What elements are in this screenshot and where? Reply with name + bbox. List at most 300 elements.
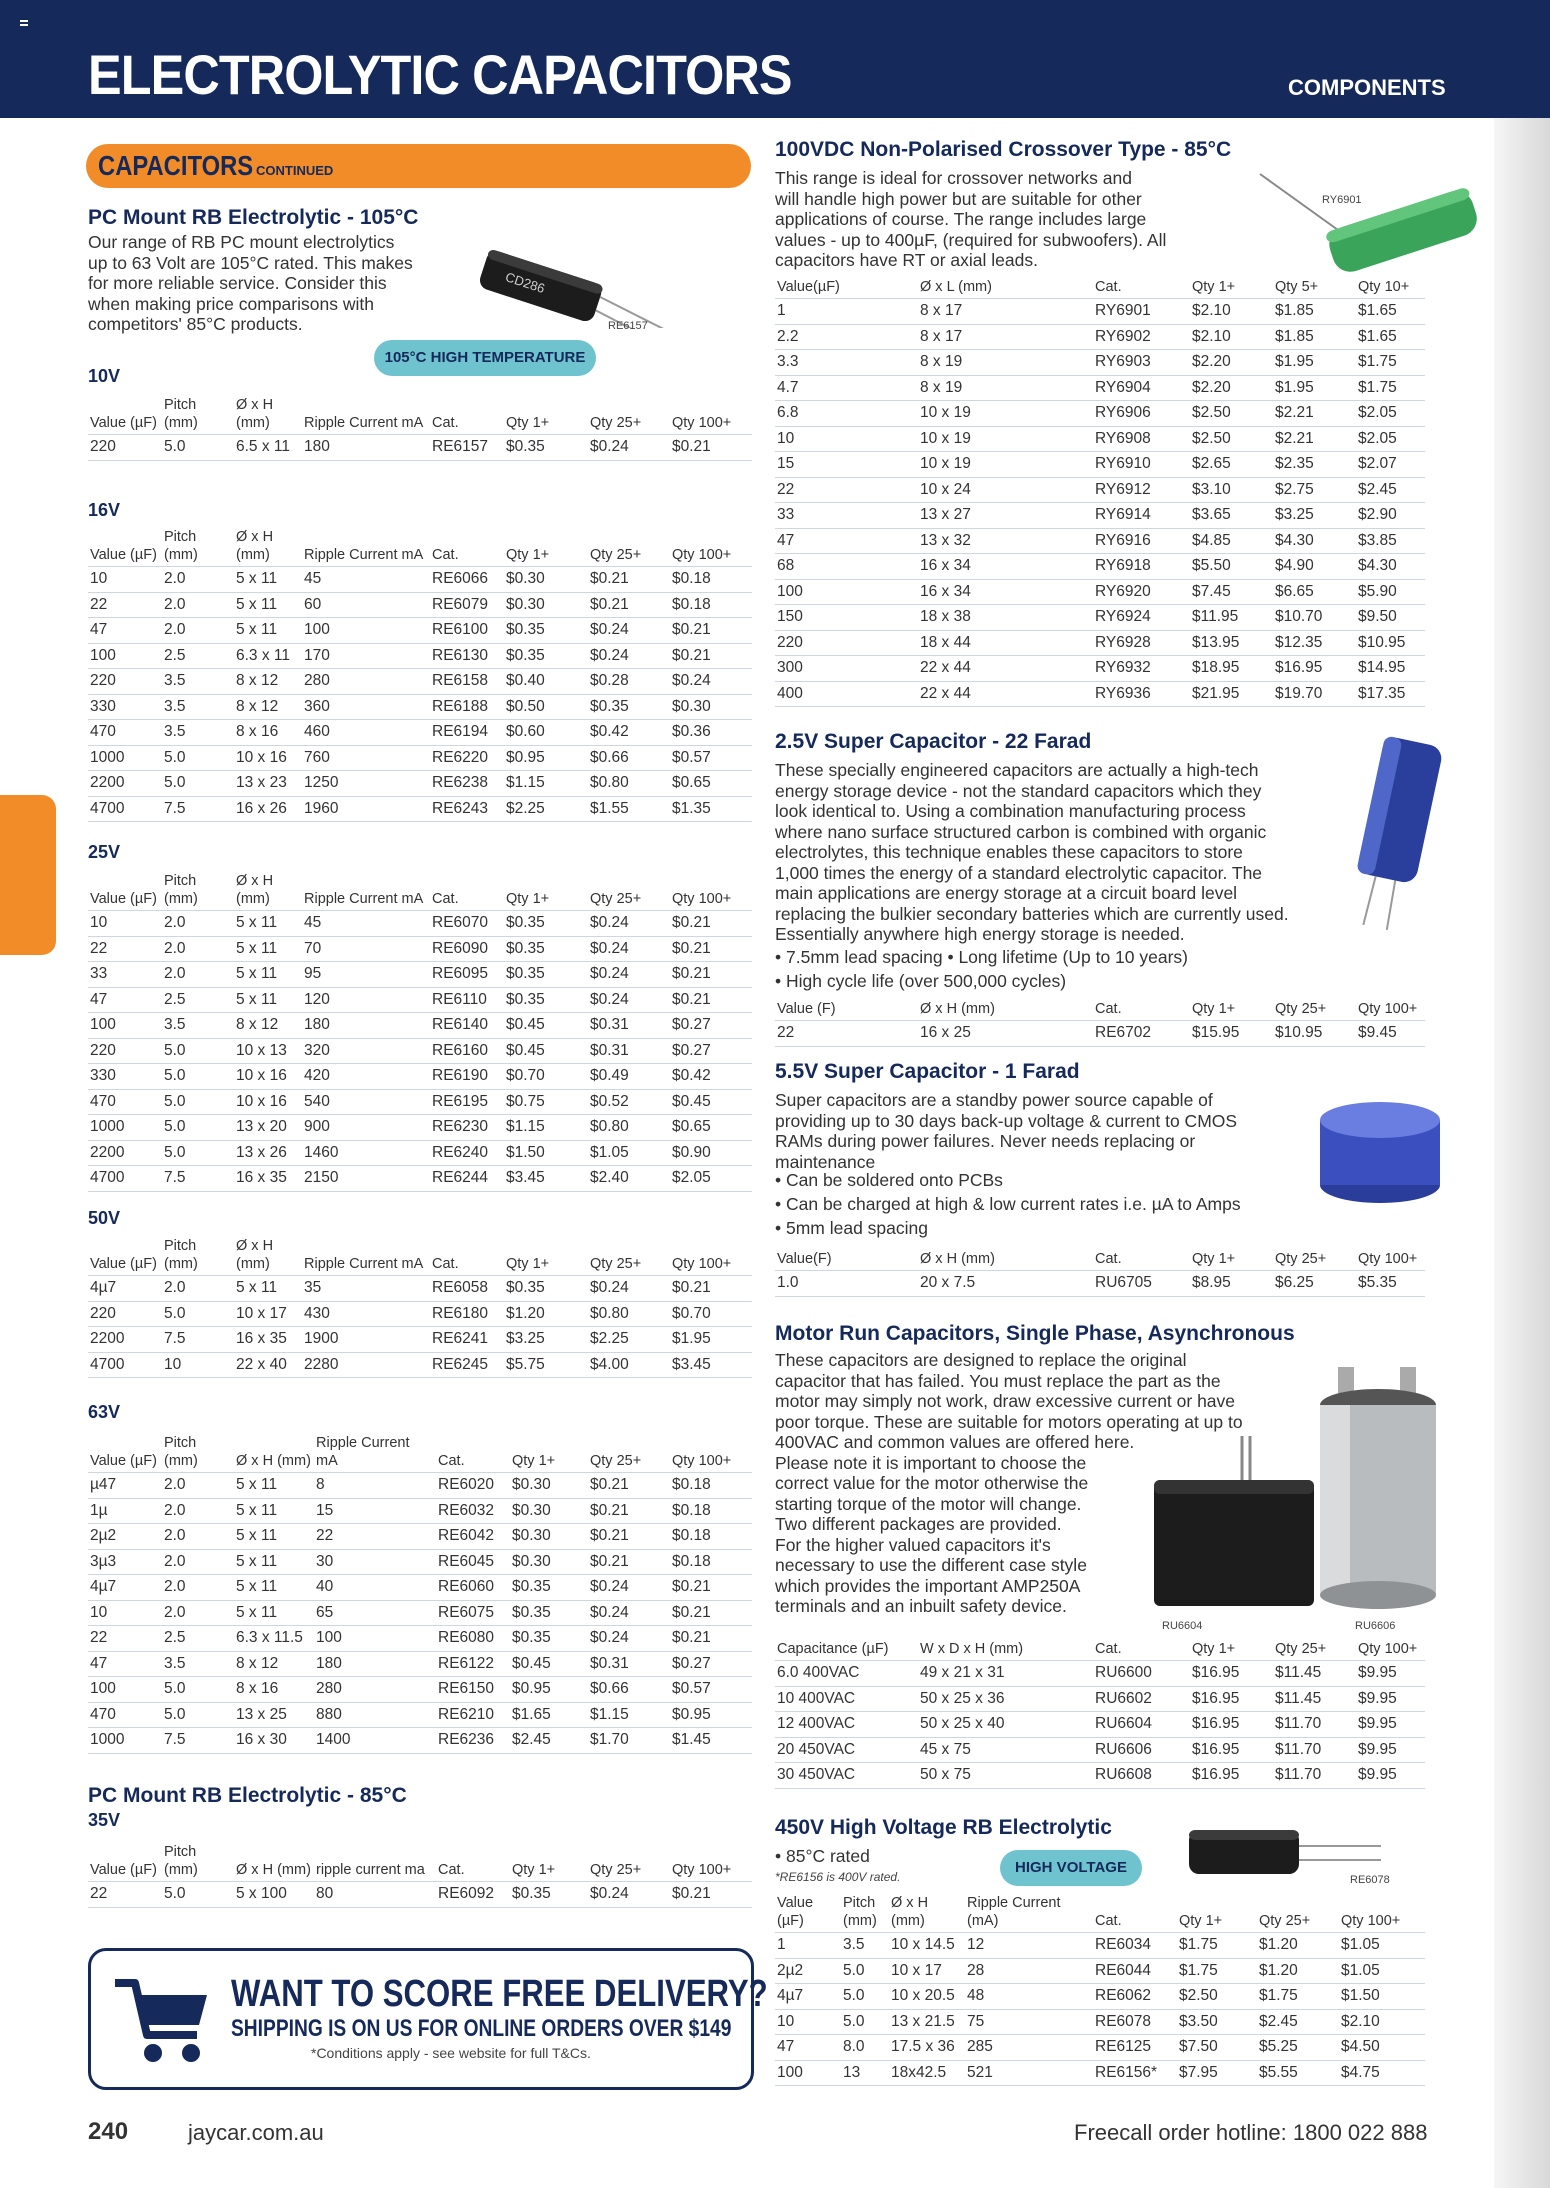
column-header: Cat. [430,872,504,911]
super22-table [775,1000,1425,1047]
table-cell: $0.75 [504,1089,588,1115]
table-cell: 2.0 [162,1473,234,1499]
table-row [88,796,752,822]
column-header: Cat. [436,1434,510,1473]
table-cell: 6.0 400VAC [775,1661,918,1687]
table-cell: 2.2 [775,324,918,350]
column-header: Qty 1+ [1190,1250,1273,1271]
column-header: Capacitance (µF) [775,1640,918,1661]
table-cell: $9.95 [1356,1712,1425,1738]
table-cell: 20 450VAC [775,1737,918,1763]
table-cell: 220 [88,669,162,695]
table-cell: 22 x 44 [918,681,1093,707]
table-cell: $0.65 [670,771,752,797]
table-cell: 5.0 [162,771,234,797]
table-cell: $0.18 [670,567,752,593]
table-cell: 12 [965,1933,1093,1959]
table-cell: 180 [302,435,430,461]
table-cell: $0.30 [510,1473,588,1499]
table-cell: 10 x 24 [918,477,1093,503]
column-header: Value (µF) [88,396,162,435]
table-cell: $6.25 [1273,1271,1356,1297]
table-cell: $1.75 [1177,1958,1257,1984]
table-cell: $3.10 [1190,477,1273,503]
table-cell: RE6156* [1093,2060,1177,2086]
menu-icon[interactable] [20,20,28,26]
table-cell: 5 x 11 [234,1600,314,1626]
table-cell: $6.65 [1273,579,1356,605]
table-cell: $1.15 [588,1702,670,1728]
table-cell: 5 x 11 [234,911,302,937]
table-row [88,618,752,644]
table-cell: $0.50 [504,694,588,720]
table-row [775,426,1425,452]
table-cell: 170 [302,643,430,669]
table-cell: 16 x 26 [234,796,302,822]
table-cell: $0.35 [504,618,588,644]
table-cell: $0.24 [588,1626,670,1652]
table-cell: $1.65 [510,1702,588,1728]
table-row [88,911,752,937]
table-cell: 5.0 [841,1984,889,2010]
table-cell: 2150 [302,1166,430,1192]
table-cell: $1.75 [1257,1984,1339,2010]
column-header: Ripple Current mA [302,528,430,567]
table-cell: 100 [314,1626,436,1652]
table-cell: $0.21 [670,1626,752,1652]
table-cell: $0.60 [504,720,588,746]
table-cell: $8.95 [1190,1271,1273,1297]
table-cell: 7.5 [162,1728,234,1754]
table-cell: 10 x 16 [234,1089,302,1115]
table-cell: 280 [314,1677,436,1703]
table-cell: $0.24 [588,1600,670,1626]
super1-title: 5.5V Super Capacitor - 1 Farad [775,1060,1080,1083]
table-cell: 49 x 21 x 31 [918,1661,1093,1687]
table-cell: $1.75 [1356,350,1425,376]
table-row [88,1140,752,1166]
table-cell: 2µ2 [88,1524,162,1550]
table-cell: 10 [88,567,162,593]
column-header: Ø x L (mm) [918,278,1093,299]
table-63v [88,1434,752,1754]
category-title: CAPACITORS [98,150,254,181]
table-cell: 68 [775,554,918,580]
table-cell: $1.45 [670,1728,752,1754]
column-header: Qty 100+ [1356,1250,1425,1271]
table-cell: 10 400VAC [775,1686,918,1712]
table-row [88,643,752,669]
table-cell: $0.21 [588,567,670,593]
table-cell: $9.95 [1356,1686,1425,1712]
crossover-capacitor-image [1258,170,1490,280]
table-cell: $2.25 [504,796,588,822]
table-cell: $14.95 [1356,656,1425,682]
table-cell: $2.45 [510,1728,588,1754]
table-cell: 5.0 [162,435,234,461]
table-cell: 1900 [302,1327,430,1353]
table-cell: 10 x 17 [889,1958,965,1984]
pcb105-description: Our range of RB PC mount electrolytics up to 63 Volt are 105°C rated. This makes for more reliable service. Consider this when making price comparisons with competitors' 85°C products. [88,232,413,334]
table-cell: $0.27 [670,1651,752,1677]
table-cell: $2.10 [1190,299,1273,325]
table-cell: RE6079 [430,592,504,618]
column-header: Qty 25+ [1273,1640,1356,1661]
table-cell: $2.50 [1190,401,1273,427]
table-cell: 10 x 14.5 [889,1933,965,1959]
table-cell: $1.95 [670,1327,752,1353]
table-cell: $0.57 [670,745,752,771]
table-cell: RY6906 [1093,401,1190,427]
table-cell: $4.90 [1273,554,1356,580]
table-row [88,1473,752,1499]
table-cell: 3.3 [775,350,918,376]
table-row [88,1327,752,1353]
table-row [775,1737,1425,1763]
column-header: Pitch (mm) [162,396,234,435]
table-cell: RY6924 [1093,605,1190,631]
table-cell: $3.85 [1356,528,1425,554]
table-row [775,1686,1425,1712]
table-cell: $0.35 [510,1626,588,1652]
column-header: Value (µF) [775,1894,841,1933]
table-cell: $0.90 [670,1140,752,1166]
column-header: Qty 25+ [1257,1894,1339,1933]
table-cell: $2.21 [1273,426,1356,452]
table-cell: $9.45 [1356,1021,1425,1047]
table-cell: 5 x 11 [234,987,302,1013]
table-cell: 22 x 44 [918,656,1093,682]
column-header: Ripple Current (mA) [965,1894,1093,1933]
table-cell: 15 [775,452,918,478]
column-header: Cat. [430,396,504,435]
table-cell: RE6095 [430,962,504,988]
table-cell: $0.24 [588,643,670,669]
table-row [775,1763,1425,1789]
column-header: Pitch (mm) [162,1237,234,1276]
table-cell: $0.24 [588,618,670,644]
table-cell: $2.45 [1356,477,1425,503]
table-row [775,2009,1425,2035]
table-cell: 330 [88,1064,162,1090]
table-cell: $0.24 [588,987,670,1013]
table-cell: RE6125 [1093,2035,1177,2061]
column-header: Ø x H (mm) [234,396,302,435]
high-voltage-badge: HIGH VOLTAGE [1000,1850,1142,1886]
table-cell: $2.25 [588,1327,670,1353]
super1-table [775,1250,1425,1297]
table-cell: 3.5 [841,1933,889,1959]
table-row [88,936,752,962]
table-row [88,1038,752,1064]
column-header: Qty 25+ [588,1843,670,1882]
section-side-tab[interactable] [0,795,56,955]
table-cell: 2200 [88,1140,162,1166]
table-row [775,579,1425,605]
table-cell: RY6936 [1093,681,1190,707]
table-cell: 8 [314,1473,436,1499]
table-cell: 45 [302,911,430,937]
table-row [775,681,1425,707]
table-cell: RE6236 [436,1728,510,1754]
table-cell: $2.50 [1177,1984,1257,2010]
table-row [88,1549,752,1575]
rb-capacitor-print: CD286 [503,269,547,297]
table-cell: 10 [775,2009,841,2035]
table-row [88,1626,752,1652]
table-cell: 1 [775,299,918,325]
column-header: Qty 1+ [504,1237,588,1276]
column-header: Value(F) [775,1250,918,1271]
table-row [88,1115,752,1141]
column-header: Ø x H (mm) [889,1894,965,1933]
pcb85-title: PC Mount RB Electrolytic - 85°C [88,1784,407,1807]
table-cell: RU6604 [1093,1712,1190,1738]
table-cell: $0.31 [588,1013,670,1039]
table-cell: 3.5 [162,669,234,695]
table-cell: $0.27 [670,1013,752,1039]
table-cell: 6.3 x 11.5 [234,1626,314,1652]
table-cell: 30 [314,1549,436,1575]
table-row [88,1064,752,1090]
table-cell: 22 [775,477,918,503]
motor-capacitor-box-image [1150,1436,1320,1616]
table-cell: 4700 [88,796,162,822]
table-cell: $1.70 [588,1728,670,1754]
table-cell: $0.95 [504,745,588,771]
table-cell: 5 x 11 [234,1498,314,1524]
table-cell: 16 x 34 [918,554,1093,580]
table-cell: $0.21 [670,1276,752,1302]
table-cell: 540 [302,1089,430,1115]
table-cell: 5.0 [162,1677,234,1703]
column-header: Qty 25+ [1273,1000,1356,1021]
table-cell: $9.50 [1356,605,1425,631]
table-cell: 18 x 38 [918,605,1093,631]
table-cell: $0.21 [588,1549,670,1575]
table-cell: RE6032 [436,1498,510,1524]
table-cell: µ47 [88,1473,162,1499]
table-cell: $0.35 [504,987,588,1013]
table-cell: 48 [965,1984,1093,2010]
table-cell: 1 [775,1933,841,1959]
table-cell: 16 x 25 [918,1021,1093,1047]
header-banner [0,0,1550,118]
table-cell: RE6220 [430,745,504,771]
column-header: Cat. [1093,1250,1190,1271]
table-cell: 8 x 17 [918,324,1093,350]
table-cell: $3.25 [504,1327,588,1353]
table-row [775,375,1425,401]
site-link[interactable]: jaycar.com.au [188,2120,324,2145]
table-cell: RE6160 [430,1038,504,1064]
crossover-table [775,278,1425,707]
column-header: Qty 5+ [1273,278,1356,299]
table-cell: 22 [88,1626,162,1652]
table-10v [88,396,752,461]
table-cell: $0.24 [588,1276,670,1302]
table-cell: 10 x 16 [234,1064,302,1090]
crossover-title: 100VDC Non-Polarised Crossover Type - 85°C [775,138,1232,161]
table-cell: 2.5 [162,987,234,1013]
table-cell: $0.21 [588,592,670,618]
table-cell: $16.95 [1190,1686,1273,1712]
column-header: Pitch (mm) [162,872,234,911]
table-cell: 12 400VAC [775,1712,918,1738]
table-cell: 13 x 32 [918,528,1093,554]
table-cell: 13 x 25 [234,1702,314,1728]
table-cell: RE6190 [430,1064,504,1090]
hv-image-label: RE6078 [1350,1874,1390,1886]
table-cell: 1250 [302,771,430,797]
table-cell: 18x42.5 [889,2060,965,2086]
table-cell: RY6908 [1093,426,1190,452]
table-cell: 16 x 35 [234,1166,302,1192]
free-delivery-promo[interactable] [88,1948,768,2090]
table-cell: 75 [965,2009,1093,2035]
promo-subline: SHIPPING IS ON US FOR ONLINE ORDERS OVER $149 [231,2015,732,2042]
table-cell: $0.45 [504,1038,588,1064]
column-header: Ø x H (mm) [234,872,302,911]
high-temperature-badge: 105°C HIGH TEMPERATURE [374,340,596,376]
column-header: Qty 1+ [510,1843,588,1882]
column-header: Qty 1+ [504,872,588,911]
table-cell: RE6092 [436,1882,510,1908]
table-cell: 5.0 [162,1702,234,1728]
table-cell: 8 x 16 [234,720,302,746]
table-cell: $0.21 [588,1473,670,1499]
table-cell: $0.21 [670,1882,752,1908]
table-cell: $0.35 [504,962,588,988]
column-header: Qty 1+ [510,1434,588,1473]
table-cell: $0.45 [670,1089,752,1115]
column-header: Cat. [1093,1894,1177,1933]
table-cell: RY6902 [1093,324,1190,350]
table-row [88,1352,752,1378]
column-header: Qty 100+ [670,396,752,435]
table-cell: $2.05 [1356,426,1425,452]
table-cell: 3µ3 [88,1549,162,1575]
column-header: Qty 25+ [588,528,670,567]
table-cell: RE6238 [430,771,504,797]
table-cell: 880 [314,1702,436,1728]
table-cell: $2.20 [1190,375,1273,401]
table-cell: 33 [88,962,162,988]
table-cell: 10 [162,1352,234,1378]
table-cell: 100 [88,1677,162,1703]
table-cell: $15.95 [1190,1021,1273,1047]
table-cell: $0.45 [504,1013,588,1039]
table-cell: 50 x 25 x 36 [918,1686,1093,1712]
table-cell: 330 [88,694,162,720]
table-cell: $1.65 [1356,299,1425,325]
section-label: COMPONENTS [1288,75,1446,100]
column-header: Ø x H (mm) [918,1250,1093,1271]
table-cell: 6.8 [775,401,918,427]
table-cell: $1.15 [504,771,588,797]
table-cell: $0.18 [670,592,752,618]
table-cell: 2.0 [162,936,234,962]
table-cell: $11.70 [1273,1763,1356,1789]
table-cell: 100 [775,579,918,605]
table-cell: $13.95 [1190,630,1273,656]
table-cell: RE6243 [430,796,504,822]
table-cell: $0.30 [504,592,588,618]
table-cell: 22 [314,1524,436,1550]
category-bar [86,144,751,188]
table-cell: 220 [88,1038,162,1064]
table-row [775,452,1425,478]
table-cell: RU6608 [1093,1763,1190,1789]
table-cell: 760 [302,745,430,771]
table-row [775,401,1425,427]
table-cell: 47 [775,528,918,554]
table-cell: $9.95 [1356,1737,1425,1763]
table-cell: $16.95 [1190,1737,1273,1763]
table-cell: $0.35 [510,1600,588,1626]
table-row [775,554,1425,580]
column-header: Qty 1+ [504,396,588,435]
table-cell: 5 x 11 [234,1549,314,1575]
table-row [88,1728,752,1754]
table-cell: $0.30 [510,1498,588,1524]
table-cell: 5 x 11 [234,618,302,644]
table-cell: 47 [775,2035,841,2061]
column-header: Qty 25+ [588,396,670,435]
table-cell: $0.80 [588,1301,670,1327]
table-cell: $5.50 [1190,554,1273,580]
table-cell: $1.65 [1356,324,1425,350]
super22-bullets: • 7.5mm lead spacing • Long lifetime (Up to 10 years) • High cycle life (over 500,000 cycles) [775,947,1189,991]
column-header: Ø x H (mm) [918,1000,1093,1021]
table-cell: 50 x 75 [918,1763,1093,1789]
table-cell: RE6045 [436,1549,510,1575]
table-cell: $0.18 [670,1549,752,1575]
table-cell: $0.21 [670,643,752,669]
table-cell: 2.0 [162,567,234,593]
table-cell: 10 x 17 [234,1301,302,1327]
table-cell: $2.05 [1356,401,1425,427]
promo-headline: WANT TO SCORE FREE DELIVERY? [231,1973,768,2015]
table-cell: $0.21 [670,1600,752,1626]
table-cell: RU6602 [1093,1686,1190,1712]
table-cell: 10 x 16 [234,745,302,771]
table-cell: RY6904 [1093,375,1190,401]
table-row [775,2035,1425,2061]
column-header: Qty 1+ [1190,1640,1273,1661]
table-cell: 1000 [88,1728,162,1754]
column-header: Ripple Current mA [302,872,430,911]
table-cell: $0.66 [588,745,670,771]
table-cell: RE6044 [1093,1958,1177,1984]
hv-title: 450V High Voltage RB Electrolytic [775,1816,1112,1839]
table-row [88,435,752,461]
table-cell: 47 [88,618,162,644]
table-cell: $12.35 [1273,630,1356,656]
table-cell: 180 [302,1013,430,1039]
column-header: Qty 1+ [504,528,588,567]
table-cell: 2.0 [162,618,234,644]
column-header: Qty 25+ [1273,1250,1356,1271]
table-cell: 13 x 21.5 [889,2009,965,2035]
table-cell: $11.70 [1273,1712,1356,1738]
table-cell: 2µ2 [775,1958,841,1984]
table-cell: RE6070 [430,911,504,937]
table-cell: $0.66 [588,1677,670,1703]
table-35v [88,1843,752,1908]
table-cell: RE6066 [430,567,504,593]
table-row [775,503,1425,529]
